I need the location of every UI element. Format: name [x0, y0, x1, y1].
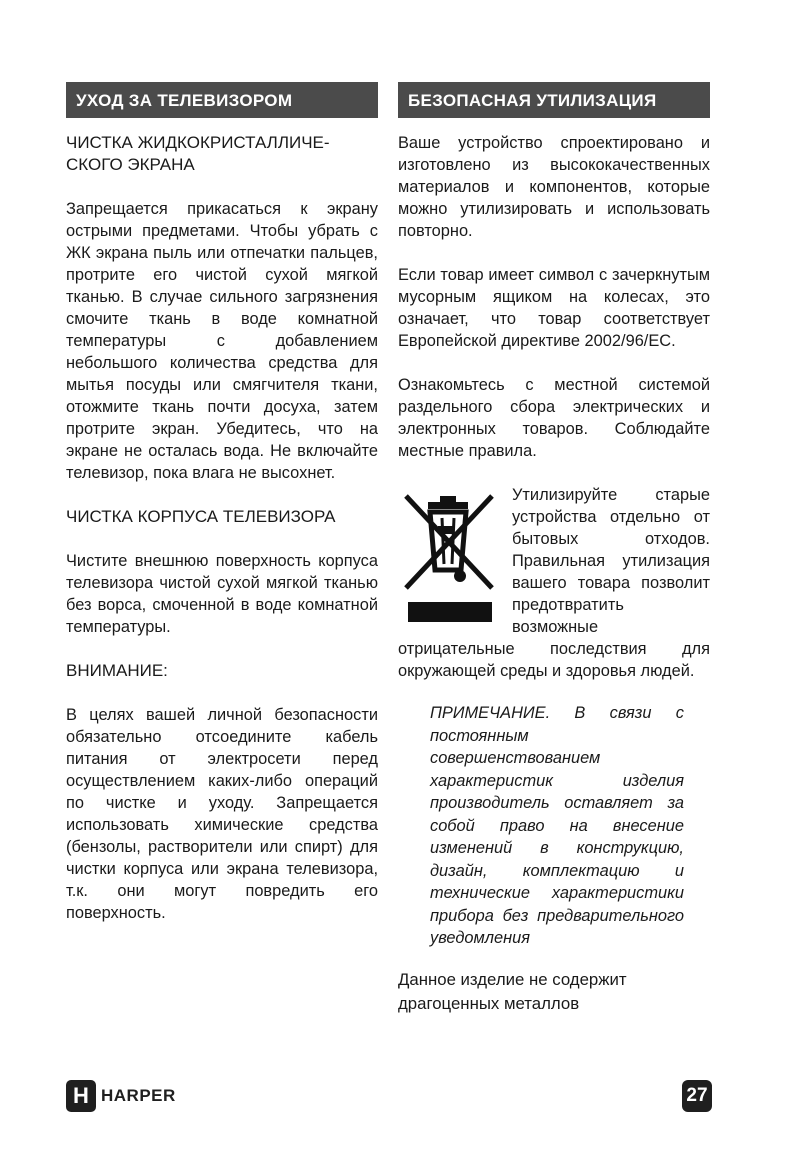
screen-cleaning-heading: ЧИСТКА ЖИДКОКРИСТАЛЛИЧЕ-СКОГО ЭКРАНА	[66, 133, 330, 174]
page-number: 27	[682, 1080, 712, 1112]
harper-logo	[66, 1080, 176, 1112]
disposal-para-2: Если товар имеет символ с зачеркнутым мусорным ящиком на колесах, это означает, что товар соответствует Европейской директиве 2002/96/EC.	[398, 266, 710, 350]
logo-text: HARPER	[101, 1086, 176, 1105]
crossed-bin-icon	[400, 486, 500, 624]
recycle-bar-icon	[408, 602, 492, 622]
logo-letter: H	[66, 1080, 96, 1112]
body-cleaning-text: Чистите внешнюю поверхность корпуса телевизора чистой сухой мягкой тканью без ворса, смоченной в воде комнатной температуры.	[66, 552, 378, 636]
screen-cleaning-text: Запрещается прикасаться к экрану острыми предметами. Чтобы убрать с ЖК экрана пыль или отпечатки пальцев, протрите его чистой сухой мягкой тканью. В случае сильного загрязнения смочите ткань в воде комнатной температуры с добавлением небольшого количества средства для мытья посуды или смягчителя ткани, отожмите ткань почти досуха, затем протрите экран. Убедитесь, что на экране не осталась вода. Не включайте телевизор, пока влага не высохнет.	[66, 200, 378, 482]
disposal-para-1: Ваше устройство спроектировано и изготовлено из высококачественных материалов и компонентов, которые можно утилизировать и использовать повторно.	[398, 134, 710, 240]
care-section-header: УХОД ЗА ТЕЛЕВИЗОРОМ	[66, 82, 378, 118]
disposal-para-3: Ознакомьтесь с местной системой раздельного сбора электрических и электронных товаров. Соблюдайте местные правила.	[398, 376, 710, 460]
body-cleaning-heading: ЧИСТКА КОРПУСА ТЕЛЕВИЗОРА	[66, 507, 336, 526]
warning-text: В целях вашей личной безопасности обязательно отсоедините кабель питания от электросети перед осуществлением каких-либо операций по чистке и уходу. Запрещается использовать химические средства (бензолы, растворители или спирт) для чистки корпуса или экрана телевизора, т.к. они могут повредить его поверхность.	[66, 706, 378, 922]
left-column	[66, 82, 378, 924]
recycle-block	[398, 484, 710, 682]
recycle-text: Утилизируйте старые устройства отдельно от бытовых отходов. Правильная утилизация вашего товара позволит предотвратить возможные отрицательные последствия для окружающей среды и здоровья людей.	[398, 486, 710, 680]
disposal-section-header: БЕЗОПАСНАЯ УТИЛИЗАЦИЯ	[398, 82, 710, 118]
no-precious-metals-text: Данное изделие не содержит драгоценных металлов	[398, 969, 627, 1013]
warning-heading: ВНИМАНИЕ:	[66, 661, 168, 680]
note-text: ПРИМЕЧАНИЕ. В связи с постоянным совершенствованием характеристик изделия производитель оставляет за собой право на внесение изменений в конструкцию, дизайн, комплектацию и технические характеристики прибора без предварительного уведомления	[430, 704, 684, 947]
right-column	[398, 82, 710, 1016]
